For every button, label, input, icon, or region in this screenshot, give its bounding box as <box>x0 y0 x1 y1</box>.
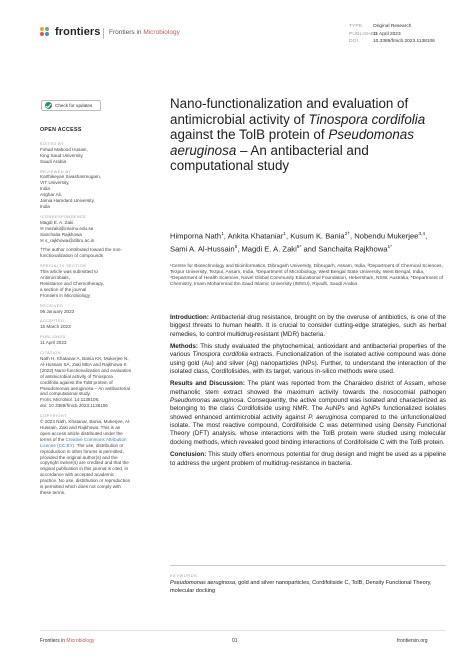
footer-journal-prefix: Frontiers in <box>40 638 67 644</box>
results-text-b: . Consequently, the active compound was isolated and characterized as belonging to the class Cordifoliside using NMR. The AuNPs and AgNPs functionalized isolates showed enhanced antimicrobial activity against <box>170 397 446 421</box>
correspondence-label: *CORRESPONDENCE <box>40 213 87 219</box>
author-name[interactable]: Sanchaita Rajkhowa <box>318 244 388 254</box>
author-note: †The author contributed toward the non- functionalization of compounds <box>40 247 122 259</box>
published-label: PUBLISHED <box>349 31 378 37</box>
footer-journal-name: Microbiology <box>66 638 95 644</box>
footer-website-link[interactable]: frontiersin.org <box>397 638 428 644</box>
accepted-label: ACCEPTED <box>40 318 65 324</box>
check-icon <box>45 102 52 109</box>
introduction-text: Antibacterial drug resistance, brought on by the overuse of antibiotics, is one of the biggest threats to human health. It is crucial to consider cutting-edge strategies, such as herbal remedies, to control multidrug-resistant (MDR) bacteria. <box>170 314 446 338</box>
article-title <box>170 96 440 174</box>
author-name[interactable]: Ankita Khataniar <box>227 231 284 241</box>
keywords-label: KEYWORDS <box>170 573 198 578</box>
correspondence-info[interactable]: Magdi E. A. Zaki ✉ mezaki@imamu.edu.sa Sanchaita Rajkhowa ✉ s_rajkhowa@dibru.ac.in <box>40 219 95 243</box>
published-value: 11 April 2023 <box>373 31 401 37</box>
specialty-label: SPECIALTY SECTION <box>40 263 87 269</box>
specialty-info: This article was submitted to Antimicrobials, Resistance and Chemotherapy, a section of the journal Frontiers in Microbiology <box>40 269 105 298</box>
divider <box>170 565 446 566</box>
copyright-text-a: © 2023 Nath, Khatanar, Bania, Mukerjee, Al-Hussain, Zaki and Rajkhowa. This is an open-access article distributed under the terms of the <box>40 419 131 442</box>
author-affiliation-mark: 5 <box>234 245 238 251</box>
author-affiliation-mark: 1 <box>283 232 286 237</box>
keywords-rest: , gold and silver nanoparticles, Cordifoliside C, TolB, Density Functional Theory, molecular docking <box>170 580 432 594</box>
doi-label: DOI <box>349 39 359 44</box>
results-label: Results and Discussion: <box>170 380 245 388</box>
footer-divider <box>40 630 446 631</box>
edited-by-label: EDITED BY <box>40 140 65 146</box>
title-species: Tinospora cordifolia <box>308 111 426 127</box>
author-affiliation-mark: 1* <box>387 245 392 251</box>
article-meta <box>349 23 435 46</box>
editor-info: Fohad Mabood Husain, King Saud University, Saudi Arabia <box>40 146 88 164</box>
abstract <box>170 314 446 472</box>
open-access-label: OPEN ACCESS <box>40 127 82 133</box>
abstract-methods <box>170 343 446 376</box>
author-list: Himporna Nath$^1$, Ankita Khataniar$^1$, Kusum K. Bania$^{2\dagger}$, Nobendu Mukerjee$^{3,4}$, Sami A. Al-Hussain$^5$, Magdi E. A. Zaki$^{5*}$ and Sanchaita Rajkhowa$^{1*}$ <box>170 231 428 254</box>
author-name[interactable]: Magdi E. A. Zaki <box>241 244 297 254</box>
title-part1: Nano-functionalization and evaluation of antimicrobial activity of <box>170 96 409 127</box>
introduction-label: Introduction: <box>170 314 209 321</box>
accepted-date: 15 March 2023 <box>40 324 71 330</box>
copyright-text <box>40 419 132 496</box>
results-text-a: The plant was reported from the Charaideo district of Assam, whose methanolic stem extract showed the maximum activity towards the nosocomial pathogen <box>170 380 446 396</box>
type-value: Original Research <box>373 24 412 29</box>
author-name[interactable]: Himporna Nath <box>170 231 222 241</box>
journal-prefix: Frontiers in <box>109 29 144 36</box>
conclusion-label: Conclusion: <box>170 451 207 459</box>
journal-title: Microbiology <box>143 29 180 36</box>
abstract-conclusion <box>170 451 446 468</box>
reviewers-info: Karthikeyan Sivashanmugam, VIT University, India Asghar Ali, Jamia Hamdard University, India <box>40 174 102 209</box>
title-pathogen: Pseudomonas aeruginosa <box>170 127 414 158</box>
keywords <box>170 580 446 595</box>
methods-label: Methods: <box>170 343 198 351</box>
received-date: 06 January 2023 <box>40 308 75 314</box>
affiliations: ¹Centre for Biotechnology and Bioinformatics, Dibrugarh University, Dibrugarh, Assam, India, ²Department of Chemical Sciences, Tezpur University, Tezpur, Assam, India, ³Department of Microbiology, West Bengal State University, West Bengal, India, ⁴Department of Health Sciences, Novel Global Community Educational Foundation, Hebersham, NSW, Australia, ⁵Department of Chemistry, Imam Mohammad Ibn Saud Islamic University (IMSIU), Riyadh, Saudi Arabia <box>170 264 444 288</box>
abstract-results <box>170 380 446 447</box>
reviewed-by-label: REVIEWED BY <box>40 168 72 174</box>
author-name[interactable]: Nobendu Mukerjee <box>354 231 419 241</box>
methods-species: Tinospora cordifolia <box>192 351 248 359</box>
results-text-c: compared to the unfunctionalized isolate. The most reactive compound, Cordifoliside C was determined using Density Functional Theory (DFT) analysis, whose interactions with the TolB protein were studied using molecular docking methods, which revealed good binding interactions of Cordifoliside C with the TolB protein. <box>170 413 447 446</box>
footer-journal[interactable] <box>40 638 94 644</box>
citation-label: CITATION <box>40 350 61 356</box>
published-date: 11 April 2023 <box>40 340 67 346</box>
frontiers-logo-icon <box>40 27 51 38</box>
type-label: TYPE <box>349 24 363 29</box>
page-number: 01 <box>232 638 238 644</box>
results-pathogen: Pseudomonas aeruginosa <box>170 397 244 405</box>
conclusion-text: This study offers enormous potential for drug design and might be used as a pipeline to address the urgent problem of multidrug-resistance in bacteria. <box>170 451 446 467</box>
author-affiliation-mark: 3,4 <box>418 232 426 237</box>
published-label-left: PUBLISHED <box>40 334 66 340</box>
frontiers-logo[interactable] <box>40 26 101 38</box>
doi-value[interactable]: 10.3389/fmicb.2023.1138106 <box>373 39 435 44</box>
check-for-updates-button[interactable] <box>41 100 101 111</box>
left-sidebar <box>40 128 132 496</box>
check-updates-label: Check for updates <box>55 103 93 108</box>
journal-name[interactable] <box>109 29 180 36</box>
cc-license-link[interactable]: Creative Commons Attribution License (CC BY). <box>40 436 127 448</box>
author-affiliation-mark: 2† <box>344 232 350 237</box>
title-part3: – An antibacterial and computational study <box>170 142 369 174</box>
title-part2: against the TolB protein of <box>170 127 329 143</box>
author-affiliation-mark: 1 <box>221 232 224 237</box>
copyright-label: COPYRIGHT <box>40 413 67 419</box>
author-affiliation-mark: 5* <box>296 245 302 251</box>
author-name[interactable]: Kusum K. Bania <box>290 231 345 241</box>
methods-text-a: This study evaluated the phytochemical, antioxidant and antibacterial properties of the various <box>170 343 446 359</box>
abstract-introduction <box>170 314 446 339</box>
results-pathogen-short: P. aeruginosa <box>308 413 348 421</box>
methods-text-b: extracts. Functionalization of the isolated active compound was done using gold (Au) and silver (Ag) nanoparticles (NPs). Further, to understand the interaction of the isolated class, Cordifolisides, with its target, various in-silico methods were used. <box>170 351 446 376</box>
author-name[interactable]: Sami A. Al-Hussain <box>170 244 235 254</box>
copyright-text-b: The use, distribution or reproduction in other forums is permitted, provided the original author(s) and the copyright owner(s) are credited and that the original publication in this journal is cited, in accordance with accepted academic practice. No use, distribution or reproduction is permitted which does not comply with these terms. <box>40 442 131 495</box>
citation-text: Nath H, Khatanar A, Bania KK, Mukerjee N, Al-Hussain SA, Zaki MEA and Rajkhowa S (2023) Nano-functionalization and evaluation of antimicrobial activity of Tinospora cordifolia against the TolB protein of Pseudomonas aeruginosa – An antibacterial and computational study. Front. Microbiol. 14:1138106. doi: 10.3389/fmicb.2023.1138106 <box>40 356 132 409</box>
received-label: RECEIVED <box>40 302 64 308</box>
keyword-species: Pseudomonas aeruginosa <box>170 580 235 586</box>
header-divider <box>103 28 104 39</box>
logo-text: frontiers <box>55 26 101 38</box>
